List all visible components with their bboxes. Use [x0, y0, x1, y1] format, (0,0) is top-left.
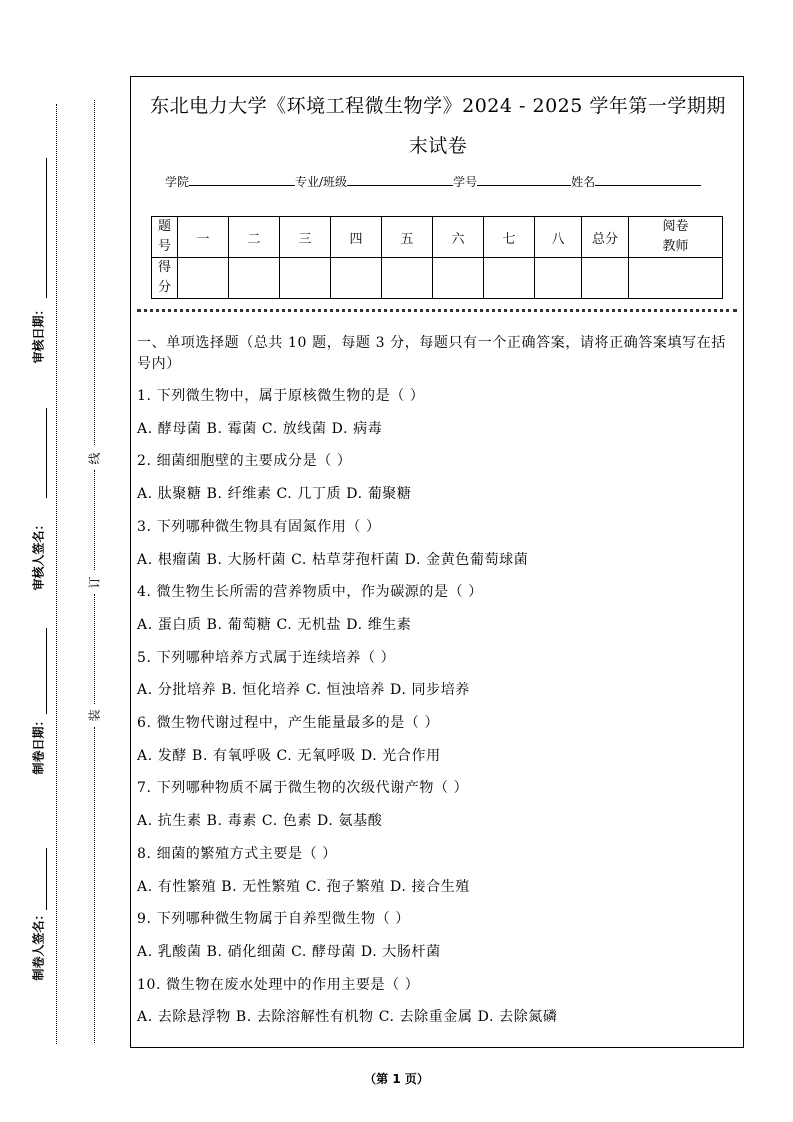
score-col-grader: 阅卷教师 [629, 217, 723, 258]
score-cell[interactable] [229, 258, 280, 299]
section1-heading: 一、单项选择题（总共 10 题，每题 3 分，每题只有一个正确答案，请将正确答案填写在括号内） [137, 335, 726, 372]
score-col-3: 三 [280, 217, 331, 258]
score-cell[interactable] [582, 258, 629, 299]
score-cell[interactable] [331, 258, 382, 299]
question-10-options: A. 去除悬浮物 B. 去除溶解性有机物 C. 去除重金属 D. 去除氮磷 [137, 1009, 558, 1026]
question-4: 4. 微生物生长所需的营养物质中，作为碳源的是（ ） [137, 584, 483, 601]
student-id-field[interactable] [477, 173, 571, 186]
question-7: 7. 下列哪种物质不属于微生物的次级代谢产物（ ） [137, 780, 469, 797]
score-cell[interactable] [535, 258, 582, 299]
college-label: 学院 [165, 175, 190, 189]
page-number: （第 1 页） [364, 1072, 429, 1086]
score-cell[interactable] [178, 258, 229, 299]
score-col-total: 总分 [582, 217, 629, 258]
score-col-6: 六 [433, 217, 484, 258]
question-5: 5. 下列哪种培养方式属于连续培养（ ） [137, 649, 396, 666]
binding-line-4 [94, 727, 95, 1043]
question-1-options: A. 酵母菌 B. 霉菌 C. 放线菌 D. 病毒 [137, 420, 383, 437]
dotted-separator [137, 309, 737, 312]
compile-date-label: 制卷日期： [31, 714, 46, 775]
question-10: 10. 微生物在废水处理中的作用主要是（ ） [137, 976, 420, 993]
sign-line-4 [46, 848, 47, 910]
score-col-5: 五 [382, 217, 433, 258]
question-5-options: A. 分批培养 B. 恒化培养 C. 恒浊培养 D. 同步培养 [137, 682, 470, 699]
score-cell[interactable] [382, 258, 433, 299]
question-2-options: A. 肽聚糖 B. 纤维素 C. 几丁质 D. 葡聚糖 [137, 486, 412, 503]
binding-char-line: 线 [87, 452, 102, 465]
score-cell[interactable] [484, 258, 535, 299]
compiler-signature-label: 制卷人签名： [31, 908, 46, 981]
question-6: 6. 微生物代谢过程中，产生能量最多的是（ ） [137, 715, 440, 731]
score-col-4: 四 [331, 217, 382, 258]
binding-line-2 [94, 470, 95, 570]
exam-title-line2: 末试卷 [408, 135, 468, 157]
score-table-row1-label: 题号 [152, 217, 178, 258]
binding-line-1 [94, 100, 95, 445]
score-col-7: 七 [484, 217, 535, 258]
score-cell[interactable] [280, 258, 331, 299]
question-4-options: A. 蛋白质 B. 葡萄糖 C. 无机盐 D. 维生素 [137, 616, 412, 633]
binding-char-zhuang: 装 [87, 709, 102, 722]
question-8: 8. 细菌的繁殖方式主要是（ ） [137, 845, 337, 862]
question-2: 2. 细菌细胞壁的主要成分是（ ） [137, 453, 352, 470]
major-class-label: 专业/班级 [295, 175, 348, 189]
question-8-options: A. 有性繁殖 B. 无性繁殖 C. 孢子繁殖 D. 接合生殖 [137, 878, 470, 895]
question-3-options: A. 根瘤菌 B. 大肠杆菌 C. 枯草芽孢杆菌 D. 金黄色葡萄球菌 [137, 551, 529, 568]
sign-line-3 [46, 628, 47, 714]
question-3: 3. 下列哪种微生物具有固氮作用（ ） [137, 518, 381, 535]
name-label: 姓名 [571, 175, 596, 189]
reviewer-signature-label: 审核人签名： [31, 518, 46, 591]
score-cell[interactable] [629, 258, 723, 299]
college-field[interactable] [189, 173, 295, 186]
sign-line-2 [46, 408, 47, 498]
score-table-row2-label: 得分 [152, 258, 178, 299]
question-9-options: A. 乳酸菌 B. 硝化细菌 C. 酵母菌 D. 大肠杆菌 [137, 943, 441, 960]
score-col-1: 一 [178, 217, 229, 258]
sign-line-1 [46, 158, 47, 298]
student-id-label: 学号 [453, 175, 478, 189]
question-6-options: A. 发酵 B. 有氧呼吸 C. 无氧呼吸 D. 光合作用 [137, 747, 441, 764]
binding-char-ding: 订 [87, 576, 102, 589]
question-9: 9. 下列哪种微生物属于自养型微生物（ ） [137, 911, 410, 928]
student-info-row [165, 173, 701, 190]
binding-line-3 [94, 594, 95, 704]
question-1: 1. 下列微生物中，属于原核微生物的是（ ） [137, 388, 425, 404]
score-col-8: 八 [535, 217, 582, 258]
left-dotted-line [56, 104, 57, 1044]
score-table [151, 216, 723, 299]
score-col-2: 二 [229, 217, 280, 258]
exam-title-line1: 东北电力大学《环境工程微生物学》2024 - 2025 学年第一学期期 [150, 95, 726, 117]
score-cell[interactable] [433, 258, 484, 299]
review-date-label: 审核日期： [31, 303, 46, 364]
question-7-options: A. 抗生素 B. 毒素 C. 色素 D. 氨基酸 [137, 813, 383, 830]
exam-frame [130, 76, 744, 1048]
name-field[interactable] [595, 173, 701, 186]
major-class-field[interactable] [347, 173, 453, 186]
